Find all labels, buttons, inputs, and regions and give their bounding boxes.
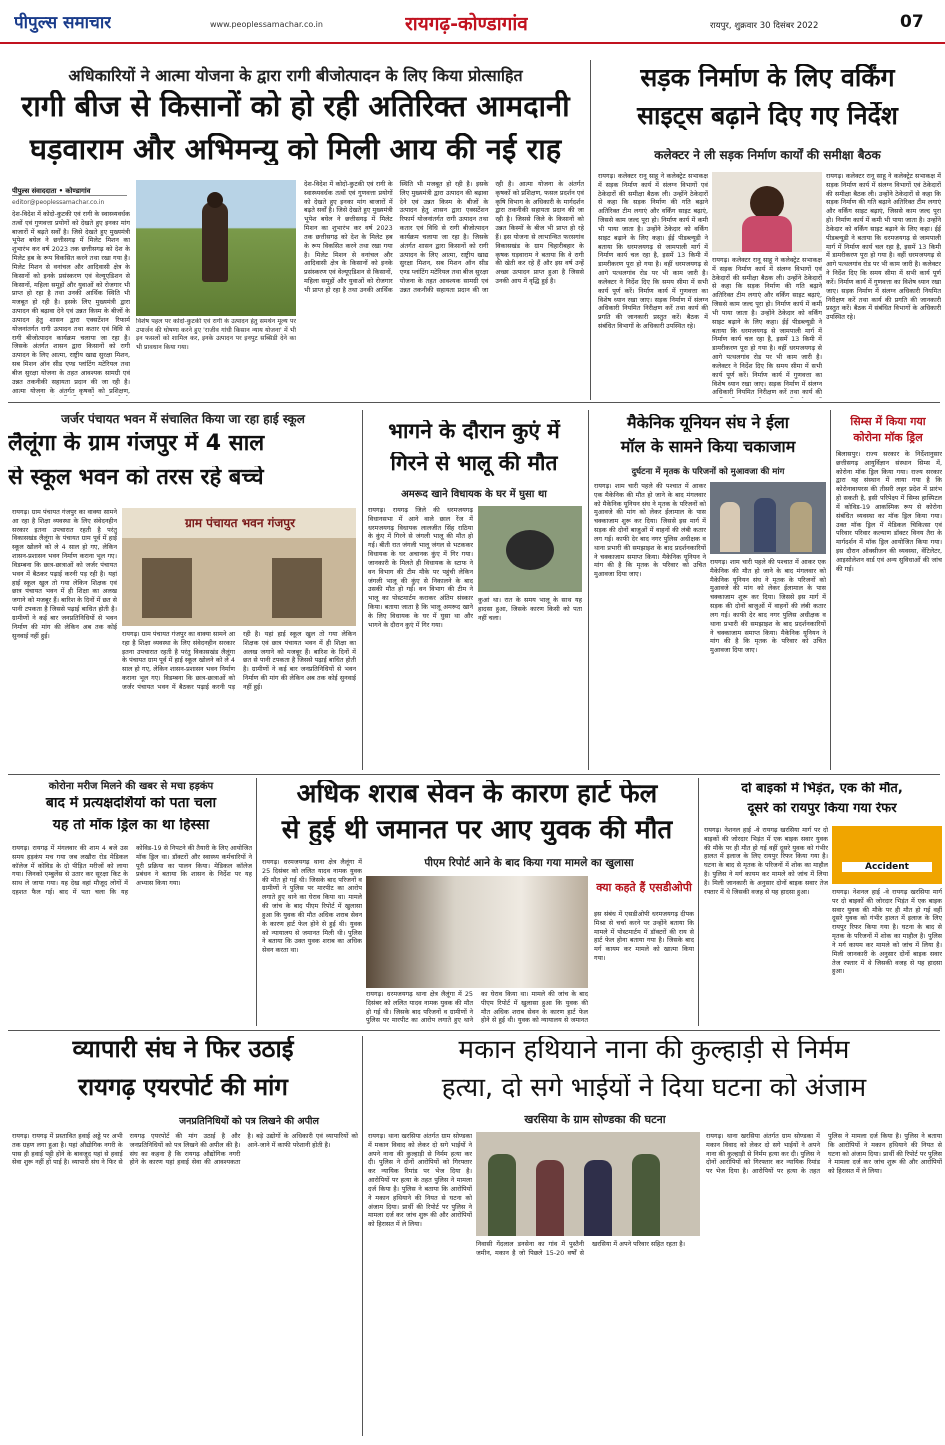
story1-photo-caption: विशेष पहल पर कोदो-कुटकी एवं रागी के उत्पादन हेतु समर्थन मूल्य पर उपार्जन की घोषणा करने हुए 'राजीव गांधी किसान न्याय योजना' में भी इन फसलों को शामिल कर, इनके उत्पादन पर इनपुट सब्सिडी देने का भी प्रावधान किया गया। bbox=[136, 318, 296, 352]
story5-body-cont: रायगढ़। शाम चारी पहले की पश्चात में आकर एक मैकेनिक की मौत हो जाने के बाद मंगलवार को मैकेनिक यूनियन संघ ने मृतक के परिजनों को मुआवजे की मांग को लेकर ईलामाल के पास चक्काजाम शुरू कर दिया। जिससे इस मार्ग में सड़क की दोनों बाजुओं में वाहनों की लंबी कतार लग गई। काफी देर बाद नगर पुलिस अधीक्षक व थाना प्रभारी की समझाइश के बाद प्रदर्शनकारियों ने चक्काजाम समाप्त किया। मैकेनिक यूनियन ने मांग की है कि मृतक के परिवार को उचित मुआवजा दिया जाए। bbox=[710, 558, 826, 655]
story4-well-photo bbox=[478, 506, 582, 592]
website: www.peoplessamachar.co.in bbox=[210, 20, 323, 29]
story4-body: रायगढ़। रायगढ़ जिले की धरमजयगढ़ विधानसभा में आने वाले छाल रेंज में धरमजयगढ़ विधायक लालजीत सिंह राठिया के कुंए में गिरने से जंगली भालू की मौत हो गई। बीती रात जंगली भालू जंगल से भटककर विधायक के घर अचानक कुंए में गिर गया। जानकारी के मिलते ही विधायक के स्टाफ ने वन विभाग की टीम मौके पर पहुंची लेकिन जंगली भालू की कुंए से निकालने के बाद उसकी मौत हो गई। वन विभाग की टीम ने भालू का पोस्टमार्टम कराकर अंतिम संस्कार किया। बताया जाता है कि भालू अमरूद खाने के लिए विधायक के घर में घुसा था और भागने के दौरान कुएं में गिर गया। bbox=[368, 506, 473, 629]
story11-body: रायगढ़। थाना खरसिया अंतर्गत ग्राम सोण्डका में मकान विवाद को लेकर दो सगे भाईयों ने अपने नाना की कुल्हाड़ी से निर्मम हत्या कर दी। पुलिस ने दोनों आरोपियों को गिरफ्तार कर न्यायिक रिमांड पर भेज दिया है। आरोपियों पर हत्या के तहत पुलिस ने मामला दर्ज किया है। पुलिस ने बताया कि आरोपियों ने मकान हथियाने की नियत से घटना को अंजाम दिया। प्रार्थी की रिपोर्ट पर पुलिस ने मामला दर्ज कर जांच शुरू की और आरोपियों को हिरासत में ले लिया। bbox=[368, 1132, 472, 1229]
story8-headline-1: अधिक शराब सेवन के कारण हार्ट फेल bbox=[296, 780, 658, 809]
story4-photo-caption: कुआं था। रात के समय भालू के साथ यह हादसा हुआ, जिसके कारण किसी को पता नहीं चला। bbox=[478, 596, 582, 622]
story3-body-cont: रायगढ़। ग्राम पंचायत गंजपुर का वाक्या सामने आ रहा है शिक्षा व्यवस्था के लिए संवेदनहीन सरकार इतना उपचारात रहती है परंतु विकासखंड लैलूंगा के पंचायत ग्राम पूर्व में हाई स्कूल खोलने को ले 4 साल हो गए, लेकिन शासन-प्रशासन भवन निर्माण कराना भूल गए। विडम्बना कि छात्र-छात्राओं को जर्जर पंचायत भवन में बैठकर पढ़ाई करनी पड़ रही है। यहां हाई स्कूल खुल तो गया लेकिन शिक्षक एवं छात्र पंचायत भवन में ही शिक्षा का अलख जगाने को मजबूर हैं। बारिश के दिनों में छत से पानी टपकता है जिससे पढ़ाई बाधित होती है। ग्रामीणों ने कई बार जनप्रतिनिधियों से भवन निर्माण की मांग की लेकिन अब तक कोई सुनवाई नहीं हुई। bbox=[122, 630, 356, 691]
story11-headline-2: हत्या, दो सगे भाईयों ने दिया घटना को अंजाम bbox=[441, 1074, 867, 1103]
story8-subhead: पीएम रिपोर्ट आने के बाद किया गया मामले का खुलासा bbox=[424, 857, 634, 869]
story9-body: रायगढ़। नेशनल हाई -वे रायगढ़ खरसिया मार्ग पर दो बाइकों की जोरदार भिड़ंत में एक बाइक सवार युवक की मौके पर ही मौत हो गई वहीं दूसरे युवक को गंभीर हालत में इलाज के लिए रायपुर रिफर किया गया है। घटना के बाद से मृतक के परिजनों में शोक का माहौल है। पुलिस ने मर्ग कायम कर मामले को जांच में लिया है। मिली जानकारी के अनुसार दोनों बाइक सवार तेज रफ्तार में थे जिसकी वजह से यह हादसा हुआ। bbox=[704, 826, 828, 896]
story5-subhead: दुर्घटना में मृतक के परिजनों को मुआवजा की मांग bbox=[631, 467, 785, 477]
story6-body: बिलासपुर। राज्य सरकार के निर्देशानुसार छत्तीसगढ़ आयुर्विज्ञान संस्थान सिम्स में, कोरोना मॉक ड्रिल किया गया। राज्य सरकार द्वारा यह संस्थान में लाया गया है कि कोरोनावायरस की तीसरी लहर प्रदेश में प्रारंभ हो सकती है, इसी परिपेक्ष्य में सिम्स हास्पिटल में कोविड-19 आकस्मिक रूप से कोरोना संबंधित व्यवस्था का मॉक ड्रिल किया गया। उक्त मॉक ड्रिल में मेडिकल चिकित्सा एवं परिवार परिवार कल्याण डॉक्टर विनय तैरा के मार्गदर्शन में मॉक ड्रिल आयोजित किया गया। इस दौरान ऑक्सीजन की व्यवस्था, वेंटिलेटर, आइसोलेशन वार्ड एवं अन्य सुविधाओं की जांच की गई। bbox=[836, 450, 942, 573]
divider bbox=[8, 774, 940, 775]
story11-body-cont: रायगढ़। थाना खरसिया अंतर्गत ग्राम सोण्डका में मकान विवाद को लेकर दो सगे भाईयों ने अपने नाना की कुल्हाड़ी से निर्मम हत्या कर दी। पुलिस ने दोनों आरोपियों को गिरफ्तार कर न्यायिक रिमांड पर भेज दिया है। आरोपियों पर हत्या के तहत पुलिस ने मामला दर्ज किया है। पुलिस ने बताया कि आरोपियों ने मकान हथियाने की नियत से घटना को अंजाम दिया। प्रार्थी की रिपोर्ट पर पुलिस ने मामला दर्ज कर जांच शुरू की और आरोपियों को हिरासत में ले लिया। bbox=[706, 1132, 942, 1176]
story8-box-body: इस संबंध में एसडीओपी धरमजयगढ़ दीपक मिश्रा से चर्चा करने पर उन्होंने बताया कि मामले में पोस्टमार्टम में डॉक्टरों की राय से हार्ट फेल होना बताया गया है। जिसके बाद मर्ग कायम कर मामले को खात्मा किया गया। bbox=[594, 910, 694, 963]
story6-headline-2: कोरोना मॉक ड्रिल bbox=[853, 431, 923, 444]
story7-headline-1: बाद में प्रत्यक्षदर्शियों को पता चला bbox=[45, 796, 217, 811]
story3-headline-1: लैलूंगा के ग्राम गंजपुर में 4 साल bbox=[8, 432, 265, 456]
story11-photo-caption: निवासी गेंदलाल डनसेना का गांव में पुस्तैनी जमीन, मकान है जो पिछले 15-20 वर्षों से खरसिया में अपने परिवार सहित रहता है। bbox=[476, 1240, 686, 1257]
story2-body-col3: रायगढ़। कलेक्टर रानू साहू ने कलेक्ट्रेट सभाकक्ष में सड़क निर्माण कार्य में संलग्न विभागों एवं ठेकेदारों की समीक्षा बैठक ली। उन्होंने ठेकेदारों से कहा कि सड़क निर्माण की गति बढ़ाने अतिरिक्त टीम लगाएं और वर्किंग साइट बढ़ाएं, जिससे काम जल्द पूरा हो। निर्माण कार्य में कमी भी पाया जाता है। उन्होंने ठेकेदार को वर्किंग साइट बढ़ाने के लिए कहा। ईई पीडब्ल्यूडी ने बताया कि धरमजयगढ़ से जामपाली मार्ग में निर्माण कार्य चल रहा है, इसमें 13 किमी में डामरीकरण पूरा हो गया है। वहीं धरमजयगढ़ से आगे पत्थलगांव रोड पर भी काम जारी है। कलेक्टर ने निर्देश दिए कि समय सीमा में सभी कार्य पूर्ण करें। निर्माण कार्य में गुणवत्ता का विशेष ध्यान रखा जाए। सड़क निर्माण में संलग्न अधिकारी नियमित निरीक्षण करें तथा कार्य की प्रगति की जानकारी प्रस्तुत करें। बैठक में संबंधित विभागों के अधिकारी उपस्थित रहे। bbox=[826, 172, 941, 322]
panchayat-sign: ग्राम पंचायत भवन गंजपुर bbox=[184, 516, 296, 530]
story11-headline-1: मकान हथियाने नाना की कुल्हाड़ी से निर्मम bbox=[458, 1036, 850, 1065]
story4-headline-2: गिरने से भालू की मौत bbox=[390, 452, 558, 475]
story1-body: देश-विदेश में कोदो-कुटकी एवं रागी के स्वास्थ्यवर्धक तत्वों एवं गुणवत्ता प्रयोगों को देखते हुए इनका मांग बाजारों में बढ़ते सर्वों है। जिसे देखते हुए मुख्यमंत्री भूपेश बघेल ने छत्तीसगढ़ में मिलेट मिशन का शुभारंभ कर वर्ष 2023 तक छत्तीसगढ़ को देश के मिलेट हब के रूप विकसित करने तथा रखा गया है। मिलेट मिशन से वनांचल और आदिवासी क्षेत्र के किसानों को इनके प्रसंस्करण एवं वेल्यूएडिशन से किसानों, महिला समूहों और युवाओं को रोजगार भी प्राप्त हो रहा है तथा उनकी आर्थिक स्थिति भी मजबूत हो रही है। इसके लिए मुख्यमंत्री द्वारा उत्पादन की बढ़ावा देने एवं उन्नत किस्म के बीजों के उत्पादन हेतु शासन द्वारा एक्सटेंशन रिफार्म योजनांतर्गत रागी उत्पादन तथा कतार एवं विधि से रागी बीजोत्पादन कार्यक्रम चलाया जा रहा है। जिसके अंतर्गत शासन द्वारा किसानों को रागी उत्पादन के लिए आत्मा, राष्ट्रीय खाद्य सुरक्षा मिशन, सब मिशन ऑन सीड एण्ड प्लांटिंग मटेरियल तथा बीज सुरक्षा योजना के तहत आवश्यक सामग्री एवं उन्नत तकनीकी सहायता प्रदान की जा रही है। आत्मा योजना के अंतर्गत कृषकों को प्रशिक्षण, bbox=[12, 210, 130, 395]
story7-headline-2: यह तो मॉक ड्रिल का था हिस्सा bbox=[52, 818, 210, 833]
divider bbox=[830, 410, 831, 770]
story2-headline-2: साइट्स बढ़ाने दिए गए निर्देश bbox=[637, 102, 898, 130]
story1-headline-2: घड़वाराम और अभिमन्यु को मिली आय की नई राह bbox=[29, 133, 562, 166]
divider bbox=[698, 778, 699, 1026]
divider bbox=[590, 60, 591, 400]
story11-accused-photo bbox=[476, 1132, 700, 1236]
story5-protest-photo bbox=[710, 482, 826, 554]
story11-subhead: खरसिया के ग्राम सोण्डका की घटना bbox=[524, 1113, 666, 1126]
divider bbox=[362, 410, 363, 770]
accident-label: Accident bbox=[842, 862, 932, 872]
story3-panchayat-photo bbox=[122, 508, 356, 626]
story1-byline: पीपुल्स संवाददाता • कोण्डागांव bbox=[12, 186, 127, 196]
story2-subhead: कलेक्टर ने ली सड़क निर्माण कार्यों की समीक्षा बैठक bbox=[654, 148, 881, 162]
story1-body-cont: देश-विदेश में कोदो-कुटकी एवं रागी के स्वास्थ्यवर्धक तत्वों एवं गुणवत्ता प्रयोगों को देखते हुए इनका मांग बाजारों में बढ़ते सर्वों है। जिसे देखते हुए मुख्यमंत्री भूपेश बघेल ने छत्तीसगढ़ में मिलेट मिशन का शुभारंभ कर वर्ष 2023 तक छत्तीसगढ़ को देश के मिलेट हब के रूप विकसित करने तथा रखा गया है। मिलेट मिशन से वनांचल और आदिवासी क्षेत्र के किसानों को इनके प्रसंस्करण एवं वेल्यूएडिशन से किसानों, महिला समूहों और युवाओं को रोजगार भी प्राप्त हो रहा है तथा उनकी आर्थिक स्थिति भी मजबूत हो रही है। इसके लिए मुख्यमंत्री द्वारा उत्पादन की बढ़ावा देने एवं उन्नत किस्म के बीजों के उत्पादन हेतु शासन द्वारा एक्सटेंशन रिफार्म योजनांतर्गत रागी उत्पादन तथा कतार एवं विधि से रागी बीजोत्पादन कार्यक्रम चलाया जा रहा है। जिसके अंतर्गत शासन द्वारा किसानों को रागी उत्पादन के लिए आत्मा, राष्ट्रीय खाद्य सुरक्षा मिशन, सब मिशन ऑन सीड एण्ड प्लांटिंग मटेरियल तथा बीज सुरक्षा योजना के तहत आवश्यक सामग्री एवं उन्नत तकनीकी सहायता प्रदान की जा रही है। आत्मा योजना के अंतर्गत कृषकों को प्रशिक्षण, फसल प्रदर्शन एवं कृषि विभाग के अधिकारी के मार्गदर्शन द्वारा तकनीकी सहायता प्रदान की जा रही है। जिससे जिले के किसानों को उन्नत किस्मों के बीज भी प्राप्त हो रहे हैं। इस योजना से लाभान्वित फरसगांव विकासखंड के ग्राम चिहारीबहार के कृषक घड़वाराम ने बताया कि वे रागी की खेती कर रहे हैं और इस वर्ष उन्हें अच्छा उत्पादन प्राप्त हुआ है जिससे उनकी आय में वृद्धि हुई है। bbox=[304, 180, 584, 294]
story9-headline-1: दो बाइकों में भिड़ंत, एक की मौत, bbox=[741, 782, 903, 796]
story8-headline-2: से हुई थी जमानत पर आए युवक की मौत bbox=[281, 816, 673, 845]
story10-headline-2: रायगढ़ एयरपोर्ट की मांग bbox=[78, 1074, 288, 1101]
story10-headline-1: व्यापारी संघ ने फिर उठाई bbox=[72, 1036, 294, 1063]
story5-headline-1: मैकेनिक यूनियन संघ ने ईला bbox=[627, 414, 789, 432]
divider bbox=[8, 1030, 940, 1031]
story1-farmer-photo bbox=[136, 180, 296, 316]
story5-headline-2: मॉल के सामने किया चकाजाम bbox=[620, 438, 796, 456]
story6-headline-1: सिम्स में किया गया bbox=[850, 415, 926, 428]
masthead bbox=[0, 0, 945, 44]
story2-body: रायगढ़। कलेक्टर रानू साहू ने कलेक्ट्रेट सभाकक्ष में सड़क निर्माण कार्य में संलग्न विभागों एवं ठेकेदारों की समीक्षा बैठक ली। उन्होंने ठेकेदारों से कहा कि सड़क निर्माण की गति बढ़ाने अतिरिक्त टीम लगाएं और वर्किंग साइट बढ़ाएं, जिससे काम जल्द पूरा हो। निर्माण कार्य में कमी भी पाया जाता है। उन्होंने ठेकेदार को वर्किंग साइट बढ़ाने के लिए कहा। ईई पीडब्ल्यूडी ने बताया कि धरमजयगढ़ से जामपाली मार्ग में निर्माण कार्य चल रहा है, इसमें 13 किमी में डामरीकरण पूरा हो गया है। वहीं धरमजयगढ़ से आगे पत्थलगांव रोड पर भी काम जारी है। कलेक्टर ने निर्देश दिए कि समय सीमा में सभी कार्य पूर्ण करें। निर्माण कार्य में गुणवत्ता का विशेष ध्यान रखा जाए। सड़क निर्माण में संलग्न अधिकारी नियमित निरीक्षण करें तथा कार्य की प्रगति की जानकारी प्रस्तुत करें। बैठक में संबंधित विभागों के अधिकारी उपस्थित रहे। bbox=[598, 172, 708, 331]
story2-headline-1: सड़क निर्माण के लिए वर्किंग bbox=[640, 64, 895, 92]
story1-email: editor@peoplessamachar.co.in bbox=[12, 199, 105, 206]
paper-name: पीपुल्स समाचार bbox=[14, 13, 112, 33]
divider bbox=[588, 410, 589, 770]
story2-collector-photo bbox=[712, 172, 822, 252]
story2-body-cont: रायगढ़। कलेक्टर रानू साहू ने कलेक्ट्रेट सभाकक्ष में सड़क निर्माण कार्य में संलग्न विभागों एवं ठेकेदारों की समीक्षा बैठक ली। उन्होंने ठेकेदारों से कहा कि सड़क निर्माण की गति बढ़ाने अतिरिक्त टीम लगाएं और वर्किंग साइट बढ़ाएं, जिससे काम जल्द पूरा हो। निर्माण कार्य में कमी भी पाया जाता है। उन्होंने ठेकेदार को वर्किंग साइट बढ़ाने के लिए कहा। ईई पीडब्ल्यूडी ने बताया कि धरमजयगढ़ से जामपाली मार्ग में निर्माण कार्य चल रहा है, इसमें 13 किमी में डामरीकरण पूरा हो गया है। वहीं धरमजयगढ़ से आगे पत्थलगांव रोड पर भी काम जारी है। कलेक्टर ने निर्देश दिए कि समय सीमा में सभी कार्य पूर्ण करें। निर्माण कार्य में गुणवत्ता का विशेष ध्यान रखा जाए। सड़क निर्माण में संलग्न अधिकारी नियमित निरीक्षण करें तथा कार्य की bbox=[712, 256, 822, 397]
story7-body: रायगढ़। रायगढ़ में मंगलवार की शाम 4 बजे उस समय हड़कंप मच गया जब लखौरा रोड मेडिकल कॉलेज में कोविड के दो पीड़ित मरीजों को लाया गया। जिनको एम्बुलेंस से उतार कर सूरक्षा किट के साथ ले जाया गया। यह देख वहां मौजूद लोगों में दहशत फैल गई। बाद में पता चला कि यह कोविड-19 से निपटने की तैयारी के लिए आयोजित मॉक ड्रिल था। डॉक्टरों और स्वास्थ्य कर्मचारियों ने पूरी प्रक्रिया का पालन किया। मेडिकल कॉलेज प्रबंधन ने बताया कि शासन के निर्देश पर यह अभ्यास किया गया। bbox=[12, 844, 252, 897]
story9-headline-2: दूसरे को रायपुर किया गया रेफर bbox=[747, 802, 897, 816]
story9-accident-graphic bbox=[832, 826, 942, 884]
story10-subhead: जनप्रतिनिधियों को पत्र लिखने की अपील bbox=[179, 1116, 319, 1127]
story1-headline-1: रागी बीज से किसानों को हो रही अतिरिक्त आमदानी bbox=[21, 90, 570, 123]
story1-kicker: अधिकारियों ने आत्मा योजना के द्वारा रागी बीजोत्पादन के लिए किया प्रोत्साहित bbox=[68, 66, 523, 85]
story10-body: रायगढ़। रायगढ़ में प्रस्तावित हवाई अड्डे पर अभी तक ग्रहण लगा हुआ है। यहां औद्योगिक नगरी के पास ही हवाई पट्टी होने के बावजूद यहां से हवाई सेवा शुरू नहीं हो पाई है। व्यापारी संघ ने फिर से रायगढ़ एयरपोर्ट की मांग उठाई है और जनप्रतिनिधियों को पत्र लिखने की अपील की है। संघ का कहना है कि रायगढ़ औद्योगिक नगरी होने के कारण यहां हवाई सेवा की आवश्यकता है। बड़े उद्योगों के अधिकारी एवं व्यापारियों को आने-जाने में काफी परेशानी होती है। bbox=[12, 1132, 358, 1167]
dateline: रायपुर, शुक्रवार 30 दिसंबर 2022 bbox=[710, 21, 819, 31]
divider bbox=[362, 1036, 363, 1436]
story3-headline-2: से स्कूल भवन को तरस रहे बच्चे bbox=[8, 466, 264, 490]
page-number: 07 bbox=[900, 12, 924, 32]
story8-box-head: क्या कहते हैं एसडीओपी bbox=[596, 881, 692, 894]
story7-kicker-1: कोरोना मरीज मिलने की खबर से मचा हड़कंप bbox=[48, 781, 214, 792]
section-title: रायगढ़-कोण्डागांव bbox=[405, 13, 528, 35]
story8-body: रायगढ़। धरमजयगढ़ थाना क्षेत्र लैलूंगा में 25 दिसंबर को ललित यादव नामक युवक की मौत हो गई थी। जिसके बाद परिजनों व ग्रामीणों ने पुलिस पर मारपीट का आरोप लगाते हुए थाने का घेराव किया था। मामले की जांच के बाद पीएम रिपोर्ट में खुलासा हुआ कि युवक की मौत अधिक शराब सेवन के कारण हार्ट फेल होने से हुई थी। युवक को न्यायालय से जमानत मिली थी। पुलिस ने बताया कि उक्त युवक शराब का अधिक सेवन करता था। bbox=[262, 858, 362, 955]
story3-body: रायगढ़। ग्राम पंचायत गंजपुर का वाक्या सामने आ रहा है शिक्षा व्यवस्था के लिए संवेदनहीन सरकार इतना उपचारात रहती है परंतु विकासखंड लैलूंगा के पंचायत ग्राम पूर्व में हाई स्कूल खोलने को ले 4 साल हो गए, लेकिन शासन-प्रशासन भवन निर्माण कराना भूल गए। विडम्बना कि छात्र-छात्राओं को जर्जर पंचायत भवन में बैठकर पढ़ाई करनी पड़ रही है। यहां हाई स्कूल खुल तो गया लेकिन शिक्षक एवं छात्र पंचायत भवन में ही शिक्षा का अलख जगाने को मजबूर हैं। बारिश के दिनों में छत से पानी टपकता है जिससे पढ़ाई बाधित होती है। ग्रामीणों ने कई बार जनप्रतिनिधियों से भवन निर्माण की मांग की लेकिन अब तक कोई सुनवाई नहीं हुई। bbox=[12, 508, 117, 640]
story9-body-cont: रायगढ़। नेशनल हाई -वे रायगढ़ खरसिया मार्ग पर दो बाइकों की जोरदार भिड़ंत में एक बाइक सवार युवक की मौके पर ही मौत हो गई वहीं दूसरे युवक को गंभीर हालत में इलाज के लिए रायपुर रिफर किया गया है। घटना के बाद से मृतक के परिजनों में शोक का माहौल है। पुलिस ने मर्ग कायम कर मामले को जांच में लिया है। मिली जानकारी के अनुसार दोनों बाइक सवार तेज रफ्तार में थे जिसकी वजह से यह हादसा हुआ। bbox=[832, 888, 942, 976]
story8-body-photo bbox=[366, 876, 588, 988]
story4-headline-1: भागने के दौरान कुएं में bbox=[388, 420, 560, 443]
story4-subhead: अमरूद खाने विधायक के घर में घुसा था bbox=[401, 489, 547, 500]
story3-kicker: जर्जर पंचायत भवन में संचालित किया जा रहा हाई स्कूल bbox=[61, 412, 305, 426]
divider bbox=[8, 402, 940, 403]
story8-body-cont: रायगढ़। धरमजयगढ़ थाना क्षेत्र लैलूंगा में 25 दिसंबर को ललित यादव नामक युवक की मौत हो गई थी। जिसके बाद परिजनों व ग्रामीणों ने पुलिस पर मारपीट का आरोप लगाते हुए थाने का घेराव किया था। मामले की जांच के बाद पीएम रिपोर्ट में खुलासा हुआ कि युवक की मौत अधिक शराब सेवन के कारण हार्ट फेल होने से हुई थी। युवक को न्यायालय से जमानत bbox=[366, 990, 588, 1025]
story5-body: रायगढ़। शाम चारी पहले की पश्चात में आकर एक मैकेनिक की मौत हो जाने के बाद मंगलवार को मैकेनिक यूनियन संघ ने मृतक के परिजनों को मुआवजे की मांग को लेकर ईलामाल के पास चक्काजाम शुरू कर दिया। जिससे इस मार्ग में सड़क की दोनों बाजुओं में वाहनों की लंबी कतार लग गई। काफी देर बाद नगर पुलिस अधीक्षक व थाना प्रभारी की समझाइश के बाद प्रदर्शनकारियों ने चक्काजाम समाप्त किया। मैकेनिक यूनियन ने मांग की है कि मृतक के परिवार को उचित मुआवजा दिया जाए। bbox=[594, 482, 706, 579]
divider bbox=[256, 778, 257, 1026]
